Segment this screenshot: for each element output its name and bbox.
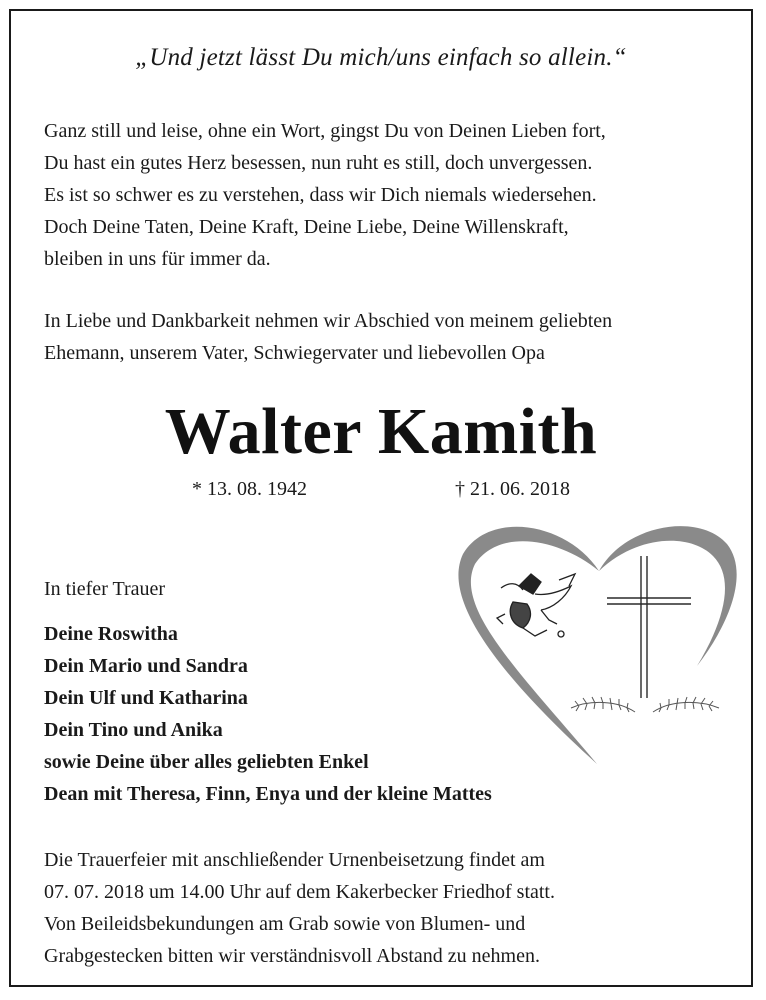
mourner-line: Dein Tino und Anika bbox=[44, 719, 223, 741]
poem-line: Doch Deine Taten, Deine Kraft, Deine Liebe, Deine Willenskraft, bbox=[44, 216, 569, 238]
cross-icon bbox=[607, 556, 691, 698]
obituary-notice bbox=[9, 9, 753, 987]
service-line: Grabgestecken bitten wir verständnisvoll Abstand zu nehmen. bbox=[44, 945, 540, 967]
poem-line: Ganz still und leise, ohne ein Wort, gingst Du von Deinen Lieben fort, bbox=[44, 120, 606, 142]
mourner-line: sowie Deine über alles geliebten Enkel bbox=[44, 751, 369, 773]
opening-quote: „Und jetzt lässt Du mich/uns einfach so allein.“ bbox=[135, 44, 627, 71]
memorial-emblem bbox=[449, 516, 745, 776]
birth-date: * 13. 08. 1942 bbox=[192, 478, 307, 500]
farewell-intro bbox=[44, 305, 612, 369]
mourner-line: Dein Ulf und Katharina bbox=[44, 687, 248, 709]
service-info bbox=[44, 844, 555, 972]
service-line: Von Beileidsbekundungen am Grab sowie von Blumen- und bbox=[44, 913, 526, 935]
mourner-line: Dein Mario und Sandra bbox=[44, 655, 248, 677]
intro-line: In Liebe und Dankbarkeit nehmen wir Abschied von meinem geliebten bbox=[44, 310, 613, 332]
poem-line: Du hast ein gutes Herz besessen, nun ruht es still, doch unvergessen. bbox=[44, 152, 593, 174]
poem-line: Es ist so schwer es zu verstehen, dass wir Dich niemals wiedersehen. bbox=[44, 184, 597, 206]
deceased-name: Walter Kamith bbox=[164, 395, 598, 468]
death-date: † 21. 06. 2018 bbox=[455, 478, 570, 500]
service-line: 07. 07. 2018 um 14.00 Uhr auf dem Kakerbecker Friedhof statt. bbox=[44, 881, 555, 903]
mourner-line: Deine Roswitha bbox=[44, 623, 178, 645]
mourning-label: In tiefer Trauer bbox=[44, 578, 166, 600]
service-line: Die Trauerfeier mit anschließender Urnenbeisetzung findet am bbox=[44, 849, 545, 871]
angel-figure-icon bbox=[497, 574, 575, 637]
mourner-line: Dean mit Theresa, Finn, Enya und der kleine Mattes bbox=[44, 783, 492, 805]
poem bbox=[44, 115, 606, 275]
intro-line: Ehemann, unserem Vater, Schwiegervater und liebevollen Opa bbox=[44, 342, 545, 364]
poem-line: bleiben in uns für immer da. bbox=[44, 248, 271, 270]
palm-branches-icon bbox=[571, 697, 719, 712]
mourners-list bbox=[44, 618, 492, 810]
heart-outline-icon bbox=[458, 526, 736, 764]
